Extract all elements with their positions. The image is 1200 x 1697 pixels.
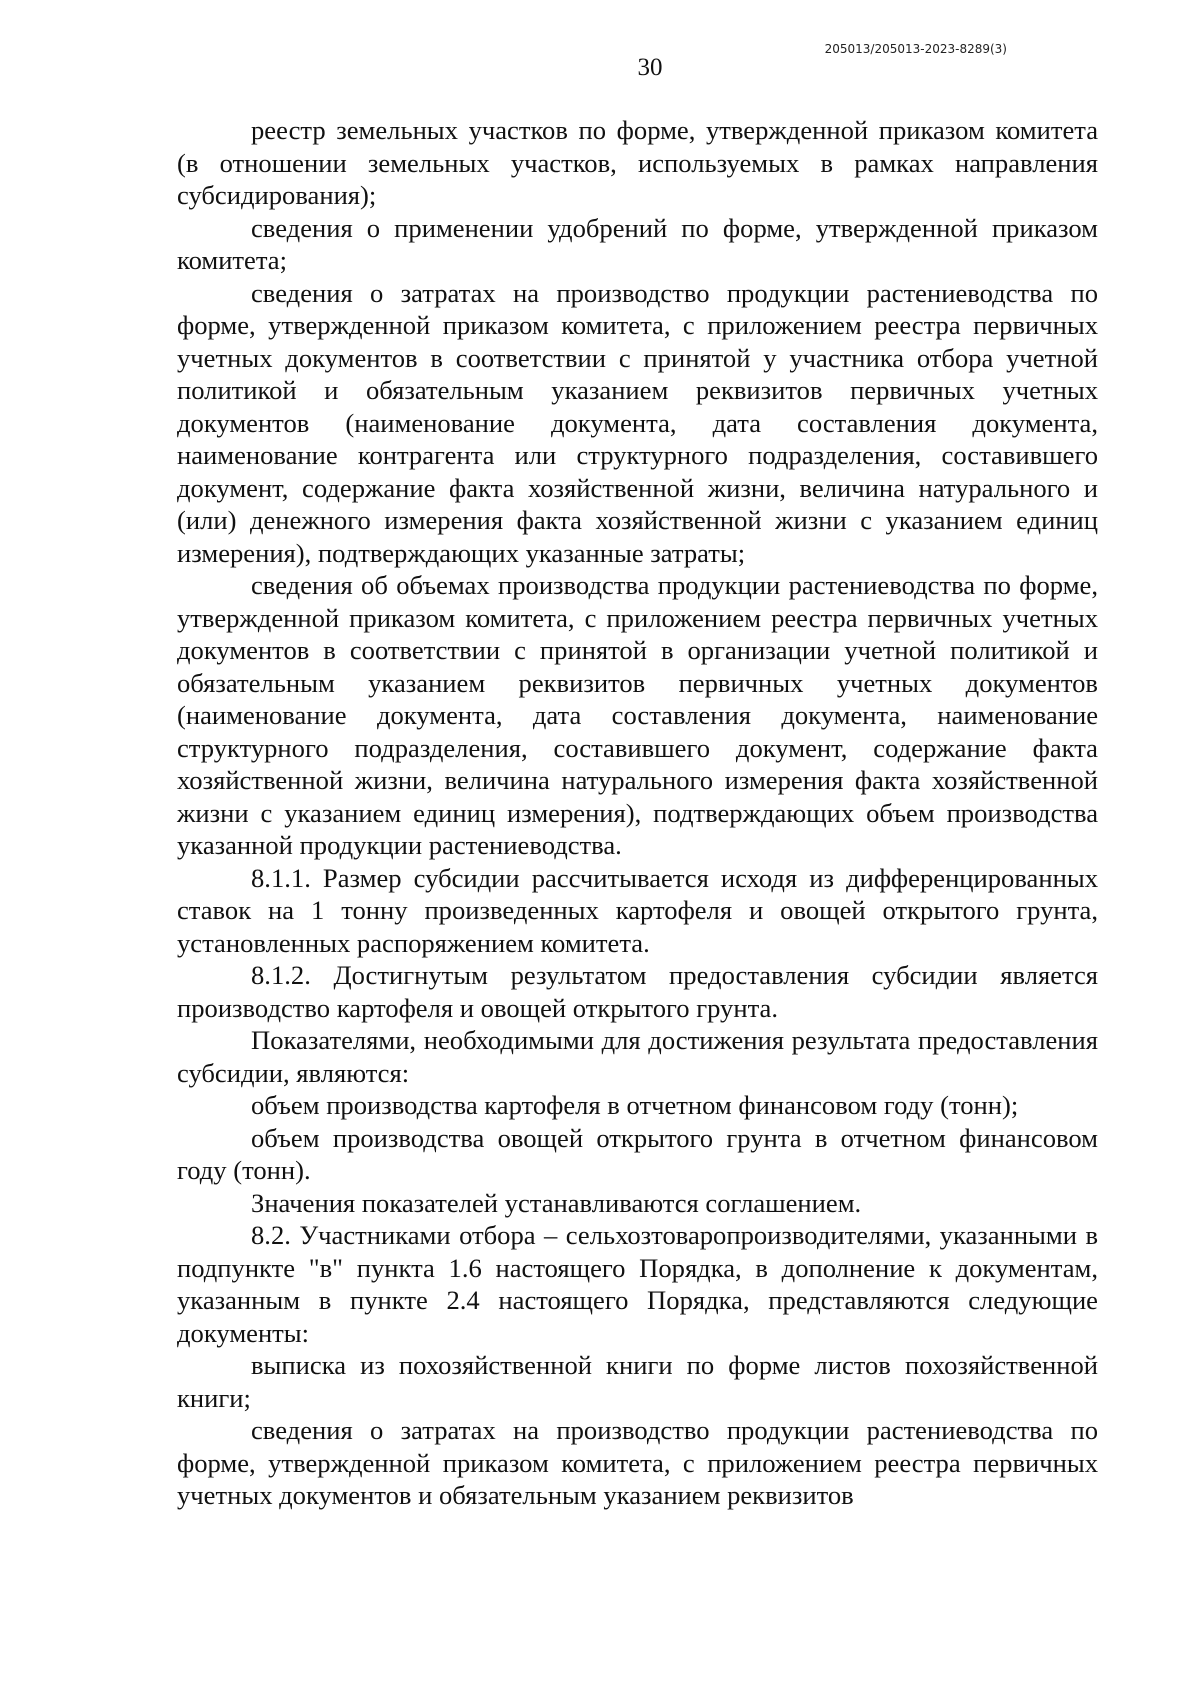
paragraph: Показателями, необходимыми для достижения результата предоставления субсидии, являются:: [177, 1025, 1098, 1088]
document-body: [177, 114, 1098, 1512]
paragraph: 8.2. Участниками отбора – сельхозтоваропроизводителями, указанными в подпункте "в" пункта 1.6 настоящего Порядка, в дополнение к документам, указанным в пункте 2.4 настоящего Порядка, представляются следующие документы:: [177, 1220, 1098, 1348]
paragraph: выписка из похозяйственной книги по форме листов похозяйственной книги;: [177, 1350, 1098, 1413]
paragraph: сведения о применении удобрений по форме, утвержденной приказом комитета;: [177, 212, 1098, 275]
paragraph: Значения показателей устанавливаются соглашением.: [251, 1187, 862, 1218]
paragraph: сведения об объемах производства продукции растениеводства по форме, утвержденной приказом комитета, с приложением реестра первичных учетных документов в соответствии с принятой в организации учетной политикой и обязательным указанием реквизитов первичных учетных документов (наименование документа, дата составления документа, наименование структурного подразделения, составившего документ, содержание факта хозяйственной жизни, величина натурального измерения факта хозяйственной жизни с указанием единиц измерения), подтверждающих объем производства указанной продукции растениеводства.: [177, 570, 1098, 860]
paragraph: 8.1.2. Достигнутым результатом предоставления субсидии является производство картофеля и овощей открытого грунта.: [177, 960, 1098, 1023]
paragraph: 8.1.1. Размер субсидии рассчитывается исходя из дифференцированных ставок на 1 тонну произведенных картофеля и овощей открытого грунта, установленных распоряжением комитета.: [177, 862, 1098, 958]
paragraph: реестр земельных участков по форме, утвержденной приказом комитета (в отношении земельных участков, используемых в рамках направления субсидирования);: [177, 115, 1098, 210]
page-number: 30: [637, 54, 663, 81]
paragraph: объем производства картофеля в отчетном финансовом году (тонн);: [251, 1090, 1019, 1120]
document-id: 205013/205013-2023-8289(3): [824, 42, 1007, 56]
paragraph: объем производства овощей открытого грунта в отчетном финансовом году (тонн).: [177, 1122, 1098, 1185]
paragraph: сведения о затратах на производство продукции растениеводства по форме, утвержденной приказом комитета, с приложением реестра первичных учетных документов в соответствии с принятой у участника отбора учетной политикой и обязательным указанием реквизитов первичных учетных документов (наименование документа, дата составления документа, наименование контрагента или структурного подразделения, составившего документ, содержание факта хозяйственной жизни, величина натурального и (или) денежного измерения факта хозяйственной жизни с указанием единиц измерения), подтверждающих указанные затраты;: [177, 277, 1098, 568]
paragraph: сведения о затратах на производство продукции растениеводства по форме, утвержденной приказом комитета, с приложением реестра первичных учетных документов и обязательным указанием реквизитов: [177, 1415, 1098, 1510]
